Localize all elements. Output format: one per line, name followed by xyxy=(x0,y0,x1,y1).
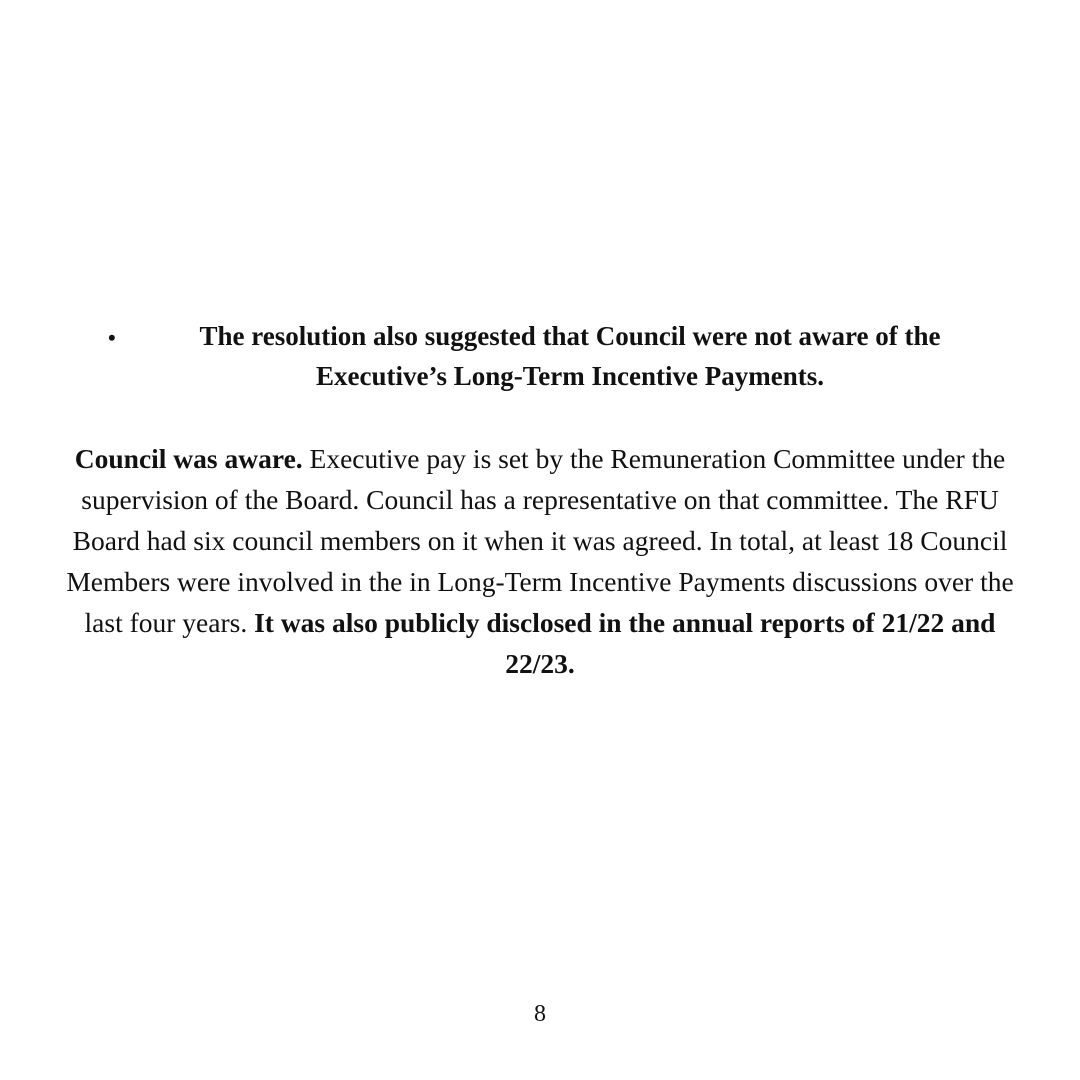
body-closing-bold: It was also publicly disclosed in the annual reports of 21/22 and 22/23. xyxy=(254,607,996,679)
bullet-item xyxy=(100,316,1000,396)
bullet-heading: The resolution also suggested that Council were not aware of the Executive’s Long-Term Incentive Payments. xyxy=(199,321,941,391)
page-number: 8 xyxy=(534,1001,546,1027)
bullet-marker: • xyxy=(108,325,116,350)
body-text: Executive pay is set by the Remuneration Committee under the supervision of the Board. Council has a representative on that committee. The RFU Board had six council members on it when it was agreed. In total, at least 18 Council Members were involved in the in Long-Term Incentive Payments discussions over the last four years. xyxy=(66,443,1014,638)
body-lead-bold: Council was aware. xyxy=(74,443,303,474)
body-paragraph xyxy=(60,438,1020,684)
